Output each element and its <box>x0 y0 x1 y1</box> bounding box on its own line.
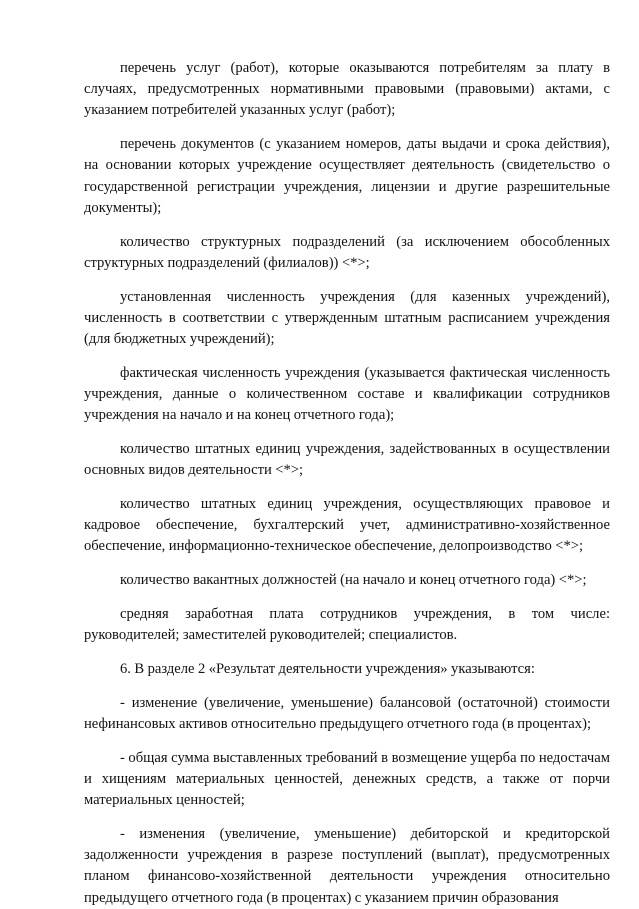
paragraph-nonfinancial-assets-change: - изменение (увеличение, уменьшение) балансовой (остаточной) стоимости нефинансовых активов относительно предыдущего отчетного года (в процентах); <box>84 694 610 733</box>
paragraph-structural-units-count: количество структурных подразделений (за исключением обособленных структурных подразделений (филиалов)) <*>; <box>84 233 610 271</box>
paragraph-support-staff: количество штатных единиц учреждения, осуществляющих правовое и кадровое обеспечение, бухгалтерский учет, административно-хозяйственное обеспечение, информационно-техническое обеспечение, делопроизводство <*>; <box>84 496 610 555</box>
paragraph-average-salary: средняя заработная плата сотрудников учреждения, в том числе: руководителей; заместителей руководителей; специалистов. <box>84 606 610 644</box>
paragraph-established-headcount: установленная численность учреждения (для казенных учреждений), численность в соответствии с утвержденным штатным расписанием учреждения (для бюджетных учреждений); <box>84 288 610 348</box>
document-body <box>84 58 610 909</box>
paragraph-damage-claims-total: - общая сумма выставленных требований в возмещение ущерба по недостачам и хищениям материальных ценностей, денежных средств, а также от порчи материальных ценностей; <box>84 749 610 809</box>
paragraph-actual-headcount: фактическая численность учреждения (указывается фактическая численность учреждения, данные о количественном составе и квалификации сотрудников учреждения на начало и на конец отчетного года); <box>84 364 610 424</box>
section-6-heading: 6. В разделе 2 «Результат деятельности учреждения» указываются: <box>120 661 535 678</box>
paragraph-paid-services-list: перечень услуг (работ), которые оказываются потребителям за плату в случаях, предусмотренных нормативными правовыми (правовыми) актами, с указанием потребителей указанных услуг (работ); <box>84 60 610 119</box>
paragraph-receivables-payables-change: - изменения (увеличение, уменьшение) дебиторской и кредиторской задолженности учреждения в разрезе поступлений (выплат), предусмотренных планом финансово-хозяйственной деятельности учреждения относительно предыдущего отчетного года (в процентах) с указанием причин образования <box>84 826 610 906</box>
paragraph-core-activity-staff: количество штатных единиц учреждения, задействованных в осуществлении основных видов деятельности <*>; <box>84 441 610 479</box>
paragraph-vacant-positions: количество вакантных должностей (на начало и конец отчетного года) <*>; <box>120 572 587 589</box>
paragraph-documents-list: перечень документов (с указанием номеров, даты выдачи и срока действия), на основании которых учреждение осуществляет деятельность (свидетельство о государственной регистрации учреждения, лицензии и другие разрешительные документы); <box>84 136 610 216</box>
